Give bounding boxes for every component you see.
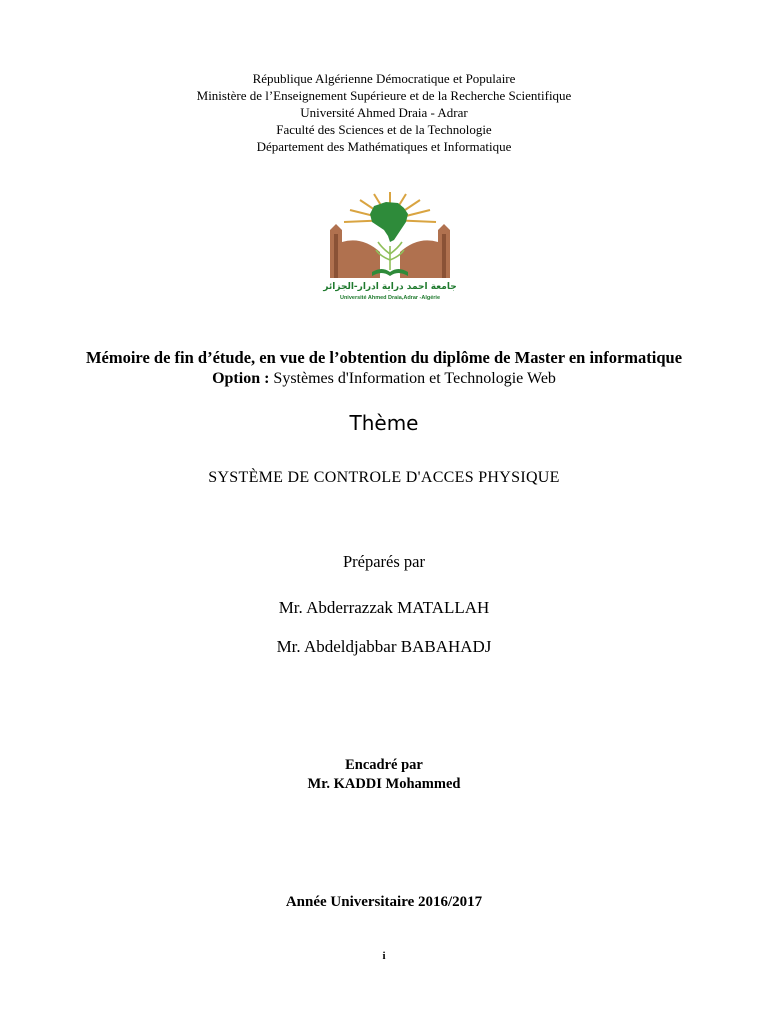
option-label: Option :: [212, 370, 270, 387]
author-name: Mr. Abdeldjabbar BABAHADJ: [276, 637, 492, 656]
header-line-department: Département des Mathématiques et Informatique: [256, 139, 512, 154]
logo-latin-text: Université Ahmed Draia,Adrar -Algérie: [339, 295, 441, 301]
africa-map: [370, 202, 408, 242]
academic-year: Année Universitaire 2016/2017: [285, 894, 483, 910]
page-number: i: [382, 950, 386, 962]
supervised-by-label: Encadré par: [345, 757, 423, 773]
supervisor-name: Mr. KADDI Mohammed: [307, 776, 461, 792]
header-line-university: Université Ahmed Draia - Adrar: [300, 105, 468, 120]
header-line-ministry: Ministère de l’Enseignement Supérieure et de la Recherche Scientifique: [196, 88, 572, 103]
theme-label: Thème: [349, 411, 419, 435]
prepared-by-label: Préparés par: [342, 552, 425, 571]
university-emblem-icon: [322, 190, 458, 282]
option-line: [0, 368, 768, 389]
book-plant: [376, 242, 404, 270]
theme-title: SYSTÈME DE CONTROLE D'ACCES PHYSIQUE: [208, 469, 560, 486]
author-name: Mr. Abderrazzak MATALLAH: [278, 598, 490, 617]
header-line-faculty: Faculté des Sciences et de la Technologie: [276, 122, 492, 137]
university-logo: [322, 190, 458, 308]
memoire-description: Mémoire de fin d’étude, en vue de l’obtention du diplôme de Master en informatique: [85, 348, 683, 367]
institution-header: [0, 70, 768, 155]
logo-arabic-text: جامعة احمد دراية ادرار-الجزائر: [323, 282, 457, 292]
option-value: Systèmes d'Information et Technologie Web: [269, 370, 556, 387]
header-line-republic: République Algérienne Démocratique et Populaire: [252, 71, 516, 86]
